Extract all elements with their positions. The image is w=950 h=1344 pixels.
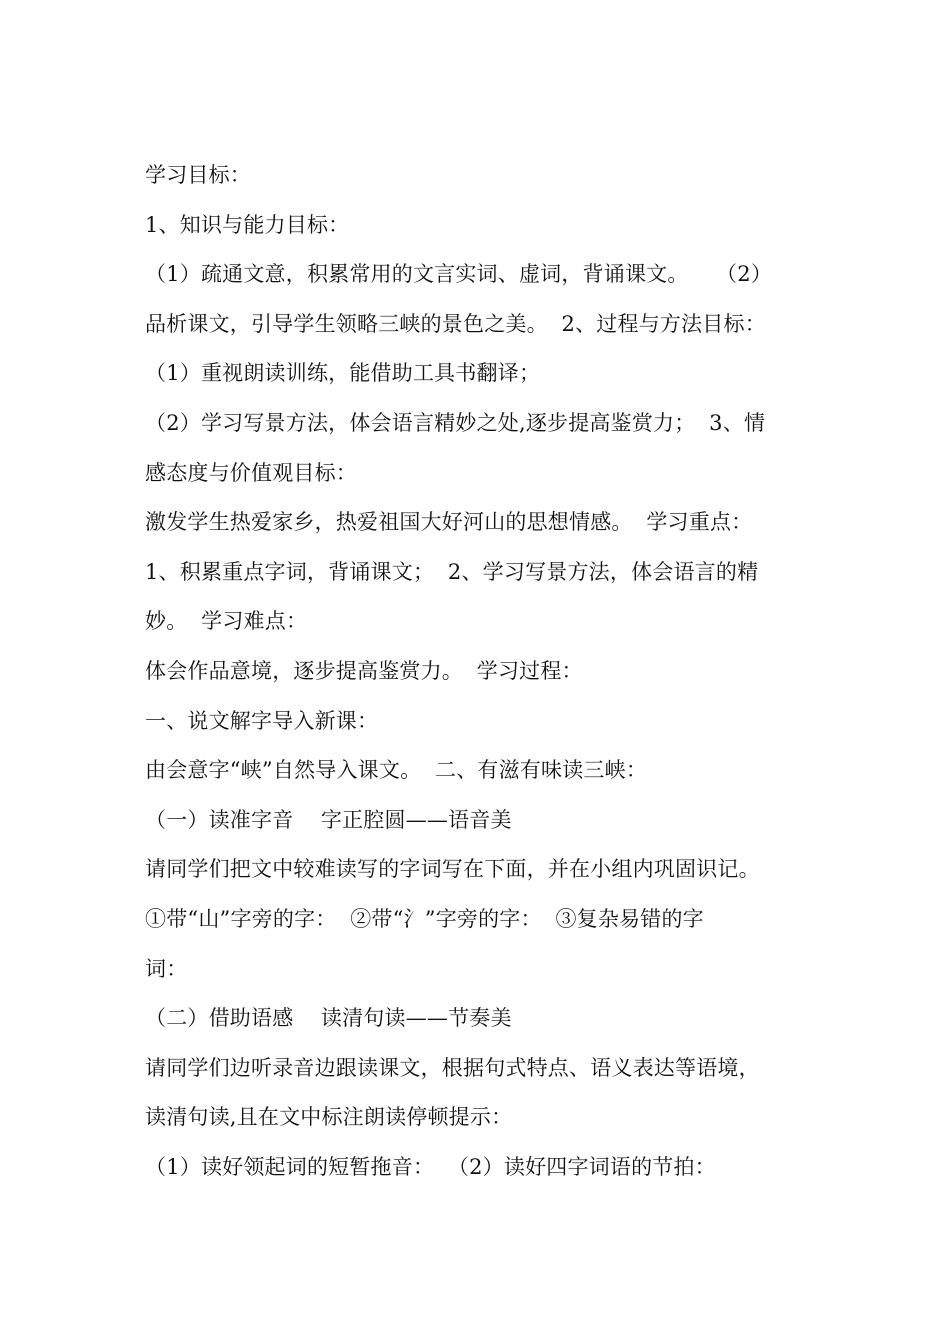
line-section-1-text: 由会意字“峡”自然导入课文。 二、有滋有味读三峡： xyxy=(145,758,648,783)
line-character-categories: ①带“山”字旁的字： ②带“氵”字旁的字： ③复杂易错的字 xyxy=(145,906,704,931)
line-emotion-goal: 感态度与价值观目标： xyxy=(145,460,357,485)
line-subsection-2-instruction: 请同学们边听录音边跟读课文，根据句式特点、语义表达等语境， xyxy=(145,1055,760,1080)
line-process-item-2: （2）学习写景方法，体会语言精妙之处,逐步提高鉴赏力； 3、情 xyxy=(145,410,766,435)
line-subsection-1-instruction: 请同学们把文中较难读写的字词写在下面，并在小组内巩固识记。 xyxy=(145,857,760,882)
line-subsection-2-heading: （二）借助语感 读清句读——节奏美 xyxy=(145,1006,512,1031)
document-body xyxy=(145,157,815,1198)
line-subsection-1-heading: （一）读准字音 字正腔圆——语音美 xyxy=(145,807,512,832)
line-section-1-heading: 一、说文解字导入新课： xyxy=(145,708,379,733)
line-process-item-1: （1）重视朗读训练，能借助工具书翻译； xyxy=(145,361,541,386)
line-emotion-text: 激发学生热爱家乡，热爱祖国大好河山的思想情感。 学习重点： xyxy=(145,510,753,535)
line-learning-objectives-heading: 学习目标： xyxy=(145,163,251,187)
line-difficult-points-heading: 妙。 学习难点： xyxy=(145,609,308,634)
line-subsection-2-instruction-cont: 读清句读,且在文中标注朗读停顿提示： xyxy=(145,1105,513,1130)
line-knowledge-ability-goal: 1、知识与能力目标： xyxy=(145,212,350,237)
line-goal-item-2: 品析课文，引导学生领略三峡的景色之美。 2、过程与方法目标： xyxy=(145,311,766,336)
line-reading-tips: （1）读好领起词的短暂拖音： （2）读好四字词语的节拍： xyxy=(145,1154,716,1179)
line-difficult-points-text: 体会作品意境，逐步提高鉴赏力。 学习过程： xyxy=(145,658,583,683)
line-goal-item-1: （1）疏通文意，积累常用的文言实词、虚词，背诵课文。 （2） xyxy=(145,262,773,287)
line-key-points: 1、积累重点字词，背诵课文； 2、学习写景方法，体会语言的精 xyxy=(145,559,759,584)
line-character-categories-cont: 词： xyxy=(145,956,188,981)
